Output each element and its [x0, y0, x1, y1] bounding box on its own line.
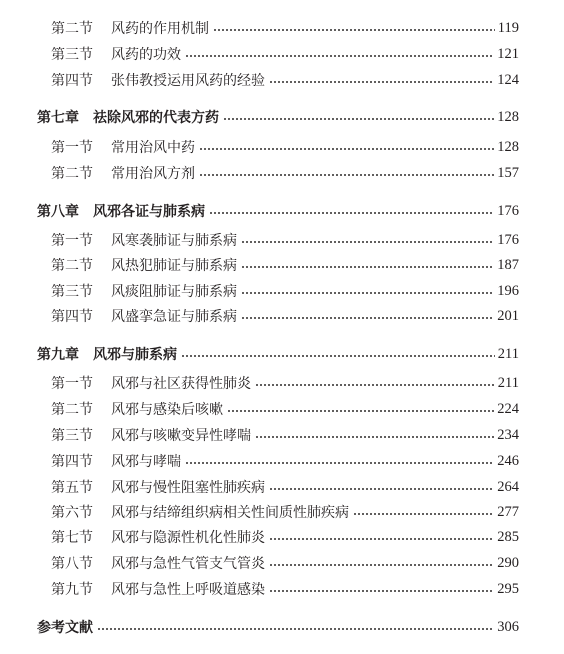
page-number: 306 — [497, 618, 519, 635]
page-number: 121 — [497, 45, 519, 62]
section-title: 风邪与急性上呼吸道感染 — [111, 582, 265, 598]
chapter-title: 风邪各证与肺系病 — [93, 204, 205, 220]
section-number: 第一节 — [51, 233, 93, 249]
dot-leader — [241, 241, 494, 243]
page-number: 124 — [497, 71, 519, 88]
section-number: 第二节 — [51, 166, 93, 182]
page-number: 201 — [497, 307, 519, 324]
toc-section-entry[interactable] — [51, 162, 519, 184]
dot-leader — [269, 538, 494, 540]
page-number: 224 — [497, 400, 519, 417]
dot-leader — [185, 462, 494, 464]
section-title: 风痰阻肺证与肺系病 — [111, 284, 237, 300]
dot-leader — [241, 266, 494, 268]
section-number: 第一节 — [51, 376, 93, 392]
page-number: 128 — [497, 108, 519, 125]
toc-section-entry[interactable] — [51, 476, 519, 498]
section-title: 风邪与结缔组织病相关性间质性肺疾病 — [111, 505, 349, 521]
chapter-title: 参考文献 — [37, 620, 93, 636]
toc-section-entry[interactable] — [51, 136, 519, 158]
section-title: 风邪与急性气管支气管炎 — [111, 556, 265, 572]
section-title: 风邪与哮喘 — [111, 454, 181, 470]
page-number: 290 — [497, 554, 519, 571]
toc-chapter-entry[interactable] — [37, 200, 519, 222]
section-number: 第四节 — [51, 454, 93, 470]
toc-section-entry[interactable] — [51, 280, 519, 302]
section-title: 常用治风方剂 — [111, 166, 195, 182]
toc-section-entry[interactable] — [51, 552, 519, 574]
toc-section-entry[interactable] — [51, 578, 519, 600]
toc-section-entry[interactable] — [51, 17, 519, 39]
page-number: 211 — [497, 374, 519, 391]
dot-leader — [269, 488, 494, 490]
section-number: 第五节 — [51, 480, 93, 496]
section-title: 风热犯肺证与肺系病 — [111, 258, 237, 274]
section-title: 风寒袭肺证与肺系病 — [111, 233, 237, 249]
page-number: 196 — [497, 282, 519, 299]
dot-leader — [227, 410, 494, 412]
toc-section-entry[interactable] — [51, 43, 519, 65]
toc-section-entry[interactable] — [51, 450, 519, 472]
dot-leader — [255, 384, 495, 386]
page-number: 119 — [497, 19, 519, 36]
section-title: 风邪与隐源性机化性肺炎 — [111, 530, 265, 546]
page-number: 211 — [497, 345, 519, 362]
toc-section-entry[interactable] — [51, 254, 519, 276]
section-number: 第三节 — [51, 284, 93, 300]
section-number: 第四节 — [51, 309, 93, 325]
page-number: 285 — [497, 528, 519, 545]
section-number: 第六节 — [51, 505, 93, 521]
toc-section-entry[interactable] — [51, 501, 519, 523]
chapter-number: 第八章 — [37, 204, 79, 220]
section-number: 第二节 — [51, 258, 93, 274]
dot-leader — [353, 513, 494, 515]
dot-leader — [209, 212, 494, 214]
page-number: 187 — [497, 256, 519, 273]
dot-leader — [213, 29, 495, 31]
dot-leader — [181, 355, 495, 357]
toc-section-entry[interactable] — [51, 305, 519, 327]
page-number: 128 — [497, 138, 519, 155]
section-number: 第八节 — [51, 556, 93, 572]
page-number: 246 — [497, 452, 519, 469]
section-title: 风邪与感染后咳嗽 — [111, 402, 223, 418]
section-number: 第四节 — [51, 73, 93, 89]
section-number: 第七节 — [51, 530, 93, 546]
page-number: 157 — [497, 164, 519, 181]
toc-section-entry[interactable] — [51, 69, 519, 91]
section-number: 第二节 — [51, 402, 93, 418]
section-title: 风邪与咳嗽变异性哮喘 — [111, 428, 251, 444]
chapter-number: 第七章 — [37, 110, 79, 126]
toc-section-entry[interactable] — [51, 229, 519, 251]
dot-leader — [199, 148, 494, 150]
dot-leader — [255, 436, 494, 438]
section-title: 风药的作用机制 — [111, 21, 209, 37]
toc-chapter-entry[interactable] — [37, 343, 519, 365]
section-title: 张伟教授运用风药的经验 — [111, 73, 265, 89]
chapter-title: 祛除风邪的代表方药 — [93, 110, 219, 126]
page-number: 295 — [497, 580, 519, 597]
dot-leader — [269, 590, 494, 592]
section-title: 风盛挛急证与肺系病 — [111, 309, 237, 325]
page-number: 234 — [497, 426, 519, 443]
dot-leader — [185, 55, 494, 57]
dot-leader — [241, 292, 494, 294]
chapter-title: 风邪与肺系病 — [93, 347, 177, 363]
section-title: 风邪与社区获得性肺炎 — [111, 376, 251, 392]
page-number: 277 — [497, 503, 519, 520]
section-title: 风药的功效 — [111, 47, 181, 63]
dot-leader — [269, 81, 494, 83]
toc-section-entry[interactable] — [51, 398, 519, 420]
dot-leader — [199, 174, 494, 176]
dot-leader — [269, 564, 494, 566]
toc-section-entry[interactable] — [51, 424, 519, 446]
section-number: 第三节 — [51, 47, 93, 63]
section-number: 第二节 — [51, 21, 93, 37]
section-title: 常用治风中药 — [111, 140, 195, 156]
toc-section-entry[interactable] — [51, 372, 519, 394]
toc-chapter-entry[interactable] — [37, 616, 519, 638]
toc-section-entry[interactable] — [51, 526, 519, 548]
dot-leader — [241, 317, 494, 319]
dot-leader — [223, 118, 494, 120]
section-number: 第九节 — [51, 582, 93, 598]
page-number: 176 — [497, 202, 519, 219]
dot-leader — [97, 628, 494, 630]
page-number: 264 — [497, 478, 519, 495]
chapter-number: 第九章 — [37, 347, 79, 363]
toc-chapter-entry[interactable] — [37, 106, 519, 128]
section-number: 第一节 — [51, 140, 93, 156]
section-title: 风邪与慢性阻塞性肺疾病 — [111, 480, 265, 496]
page-number: 176 — [497, 231, 519, 248]
section-number: 第三节 — [51, 428, 93, 444]
